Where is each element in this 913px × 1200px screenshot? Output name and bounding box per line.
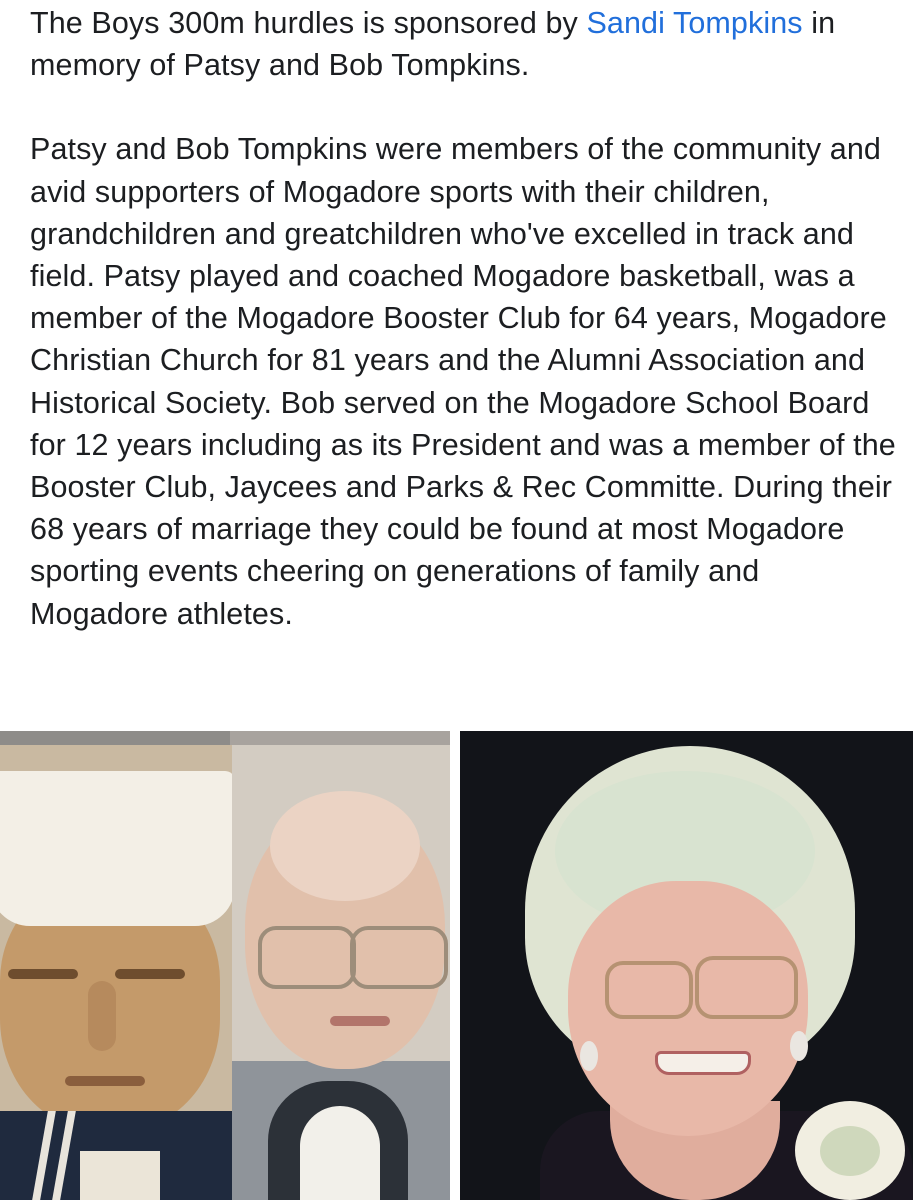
sponsor-text-before: The Boys 300m hurdles is sponsored by bbox=[30, 6, 587, 40]
sponsor-text-after: in memory of Patsy and Bob Tompkins. bbox=[30, 6, 836, 83]
photo-grid bbox=[0, 731, 913, 1200]
memorial-paragraph: Patsy and Bob Tompkins were members of the community and avid supporters of Mogadore sports with their children, grandchildren and greatchildren who've excelled in track and field. Patsy played and coached Mogadore basketball, was a member of the Mogadore Booster Club for 64 years, Mogadore Christian Church for 81 years and the Alumni Association and Historical Society. Bob served on the Mogadore School Board for 12 years including as its President and was a member of the Booster Club, Jaycees and Parks & Rec Committe. During their 68 years of marriage they could be found at most Mogadore sporting events cheering on generations of family and Mogadore athletes. bbox=[30, 132, 896, 631]
post-body bbox=[30, 2, 900, 635]
sponsor-paragraph bbox=[30, 2, 900, 86]
sponsor-name-link[interactable]: Sandi Tompkins bbox=[586, 6, 803, 40]
photo-bob-tompkins[interactable] bbox=[0, 731, 450, 1200]
photo-patsy-tompkins[interactable] bbox=[460, 731, 913, 1200]
